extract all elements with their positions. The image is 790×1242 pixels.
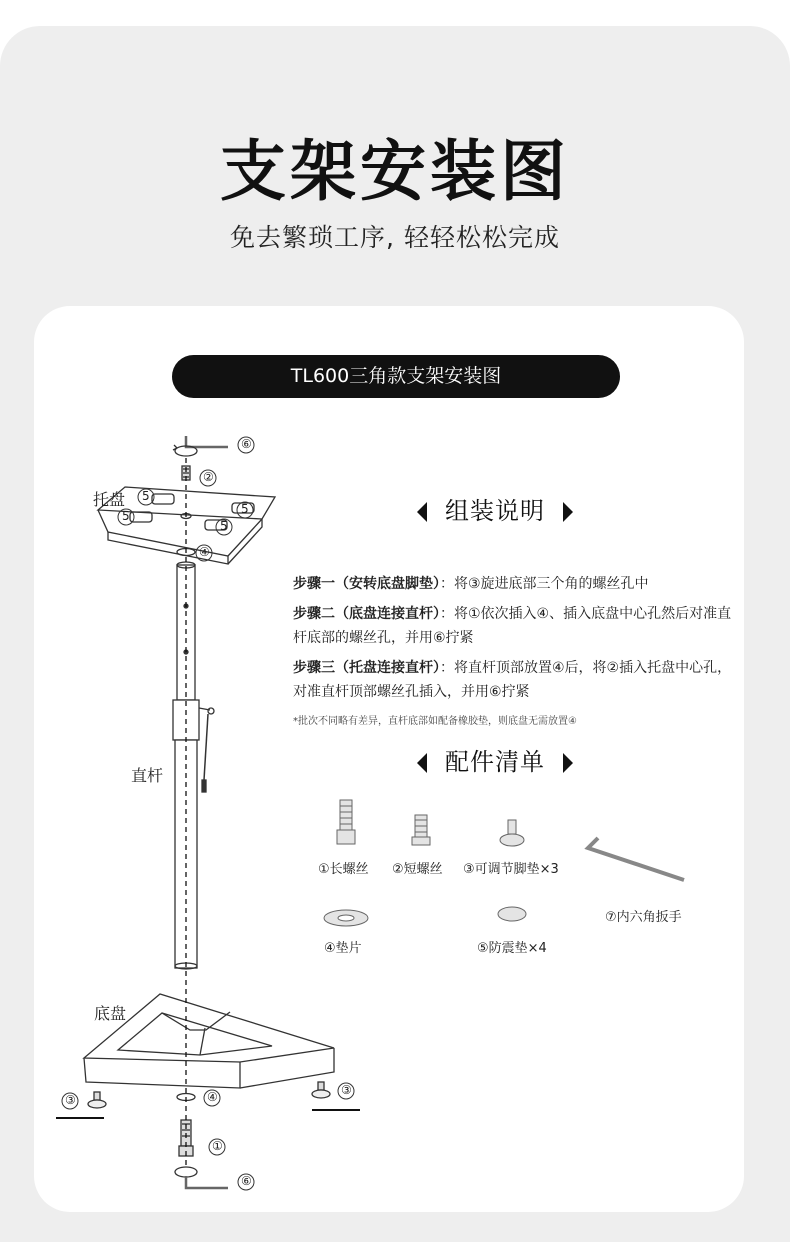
marker-4-bottom: ④ (207, 1090, 218, 1104)
label-tray: 托盘 (93, 490, 126, 509)
marker-5-a: 5 (142, 489, 150, 503)
part-hex-wrench: ⑦内六角扳手 (605, 910, 682, 925)
long-screw-icon (337, 800, 355, 844)
marker-3-right: ③ (341, 1083, 352, 1097)
marker-6-bottom: ⑥ (241, 1174, 252, 1188)
washer-icon (324, 910, 368, 926)
marker-2: ② (203, 470, 214, 484)
hex-wrench-icon (588, 838, 684, 880)
part-shock-pad: ⑤防震垫×4 (477, 941, 547, 956)
marker-5-c: 5 (122, 509, 130, 523)
part-adjustable-foot: ③可调节脚垫×3 (463, 862, 559, 877)
step-1: 步骤一（安转底盘脚垫）：将③旋进底部三个角的螺丝孔中 (293, 576, 649, 592)
marker-1: ① (212, 1139, 223, 1153)
step-3: 步骤三（托盘连接直杆）：将直杆顶部放置④后，将②插入托盘中心孔，对准直杆顶部螺丝孔插入，并用⑥拧紧 (293, 660, 732, 700)
parts-heading: 配件清单 (417, 742, 573, 777)
short-screw-icon (412, 815, 430, 845)
banner-title: TL600三角款支架安装图 (172, 355, 620, 398)
assembly-heading: 组装说明 (417, 491, 573, 526)
label-pole: 直杆 (131, 766, 164, 785)
marker-5-b: 5 (241, 502, 249, 516)
step-2: 步骤二（底盘连接直杆）：将①依次插入④、插入底盘中心孔然后对准直杆底部的螺丝孔，并用⑥拧紧 (293, 606, 732, 646)
marker-3-left: ③ (65, 1093, 76, 1107)
marker-6-top: ⑥ (241, 437, 252, 451)
part-short-screw: ②短螺丝 (392, 862, 443, 877)
assembly-note: *批次不同略有差异，直杆底部如配备橡胶垫，则底盘无需放置④ (293, 716, 577, 727)
shock-pad-icon (498, 907, 526, 921)
page-subtitle: 免去繁琐工序, 轻轻松松完成 (230, 223, 560, 252)
part-long-screw: ①长螺丝 (318, 862, 369, 877)
label-base: 底盘 (94, 1004, 127, 1023)
marker-5-d: 5 (220, 519, 228, 533)
marker-4-top: ④ (199, 545, 210, 559)
adjustable-foot-icon (500, 820, 524, 846)
page-title: 支架安装图 (220, 133, 570, 210)
part-washer: ④垫片 (324, 941, 362, 956)
